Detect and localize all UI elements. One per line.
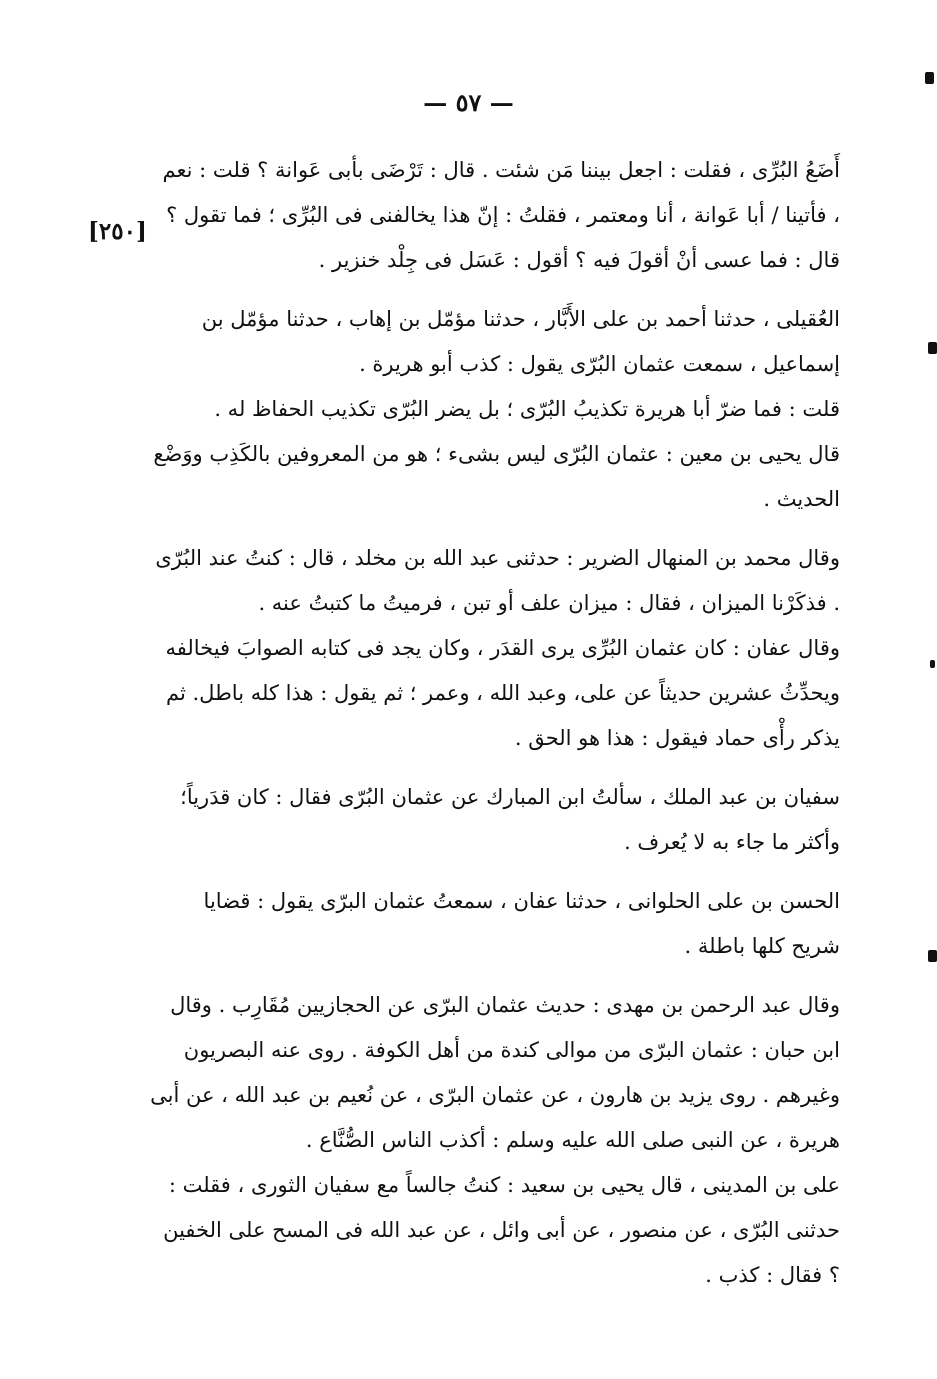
paragraph-6: وقال عفان : كان عثمان البُرِّى يرى القدَر ، وكان يجد فى كتابه الصوابَ فيخالفه ويحدِّثُ عشرين حديثاً عن على، وعبد الله ، وعمر ؛ ثم يقول : هذا كله باطل. ثم يذكر رأْى حماد فيقول : هذا هو الحق .: [165, 636, 840, 750]
paragraph-2: العُقيلى ، حدثنا أحمد بن على الأَبَّار ، حدثنا مؤمّل بن إهاب ، حدثنا مؤمّل بن إسماعيل ، سمعت عثمان البُرّى يقول : كذب أبو هريرة .: [201, 307, 840, 376]
body-text: [150, 148, 840, 1298]
paragraph-1: أَضَعُ البُرِّى ، فقلت : اجعل بيننا مَن شئت . قال : تَرْضَى بأبى عَوانة ؟ قلت : نعم ، فأتينا / أبا عَوانة ، أنا ومعتمر ، فقلتُ : إنّ هذا يخالفنى فى البُرِّى ؛ فما تقول ؟ قال : فما عسى أنْ أقولَ فيه ؟ أقول : عَسَل فى جِلْد خنزير .: [162, 158, 840, 272]
margin-dot-middle: [928, 342, 937, 354]
paragraph-5: وقال محمد بن المنهال الضرير : حدثنى عبد الله بن مخلد ، قال : كنتُ عند البُرّى . فذكَرْنا الميزان ، فقال : ميزان علف أو تبن ، فرميتُ ما كتبتُ عنه .: [155, 546, 840, 615]
paragraph-3: قلت : فما ضرّ أبا هريرة تكذيبُ البُرّى ؛ بل يضر البُرّى تكذيب الحفاظ له .: [214, 397, 840, 421]
paragraph-4: قال يحيى بن معين : عثمان البُرّى ليس بشىء ؛ هو من المعروفين بالكَذِب ووَضْع الحديث .: [153, 442, 840, 511]
margin-dot-lower: [928, 950, 937, 962]
paragraph-10: على بن المدينى ، قال يحيى بن سعيد : كنتُ جالساً مع سفيان الثورى ، فقلت : حدثنى البُرّى ، عن منصور ، عن أبى وائل ، عن عبد الله فى المسح على الخفين ؟ فقال : كذب .: [163, 1173, 840, 1287]
margin-reference-marker: [٢٥٠]: [88, 218, 147, 245]
paragraph-8: الحسن بن على الحلوانى ، حدثنا عفان ، سمعتُ عثمان البرّى يقول : قضايا شريح كلها باطلة .: [203, 889, 840, 958]
paragraph-7: سفيان بن عبد الملك ، سألتُ ابن المبارك عن عثمان البُرّى فقال : كان قدَرياً؛ وأكثر ما جاء به لا يُعرف .: [180, 785, 840, 854]
margin-dot-top: [925, 72, 934, 84]
paragraph-9: وقال عبد الرحمن بن مهدى : حديث عثمان البرّى عن الحجازيين مُقَارِب . وقال ابن حبان : عثمان البرّى من موالى كندة من أهل الكوفة . روى عنه البصريون وغيرهم . روى يزيد بن هارون ، عن عثمان البرّى ، عن نُعيم بن عبد الله ، عن أبى هريرة ، عن النبى صلى الله عليه وسلم : أكذب الناس الصُّنَّاع .: [150, 993, 840, 1152]
margin-dot-small: [930, 660, 935, 668]
page-number: — ٥٧ —: [423, 88, 514, 117]
